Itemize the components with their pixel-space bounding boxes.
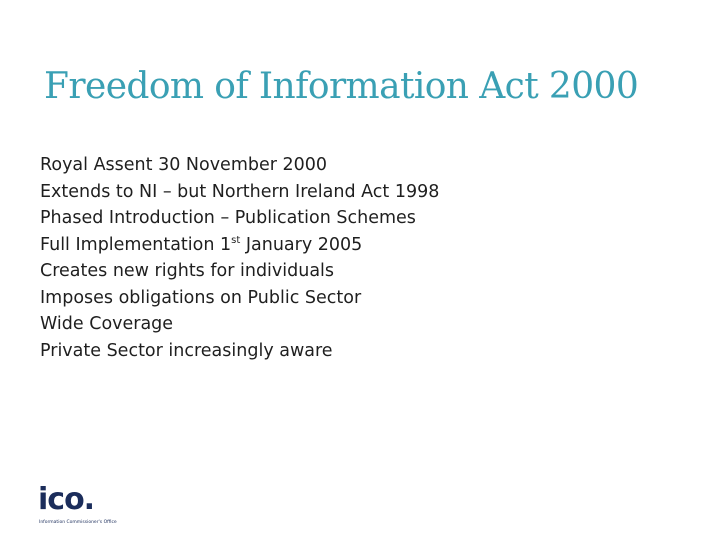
list-item: Phased Introduction – Publication Schemes: [40, 208, 416, 228]
ico-logo: [38, 482, 118, 526]
list-item: Private Sector increasingly aware: [40, 340, 333, 361]
list-item: [40, 232, 439, 259]
list-item: Royal Assent 30 November 2000: [40, 155, 328, 175]
ordinal-suffix: st: [231, 234, 241, 246]
list-item: Imposes obligations on Public Sector: [40, 287, 362, 308]
logo-subtitle: Information Commissioner's Office: [39, 520, 117, 525]
list-item-text: January 2005: [240, 234, 363, 255]
list-item-text: Full Implementation 1: [40, 234, 232, 255]
bullet-list: [40, 152, 439, 364]
logo-wordmark: ico.: [38, 482, 95, 517]
slide-title: Freedom of Information Act 2000: [44, 66, 639, 107]
list-item: Extends to NI – but Northern Ireland Act 1998: [40, 181, 440, 202]
list-item: Wide Coverage: [40, 314, 174, 334]
list-item: Creates new rights for individuals: [40, 261, 335, 281]
